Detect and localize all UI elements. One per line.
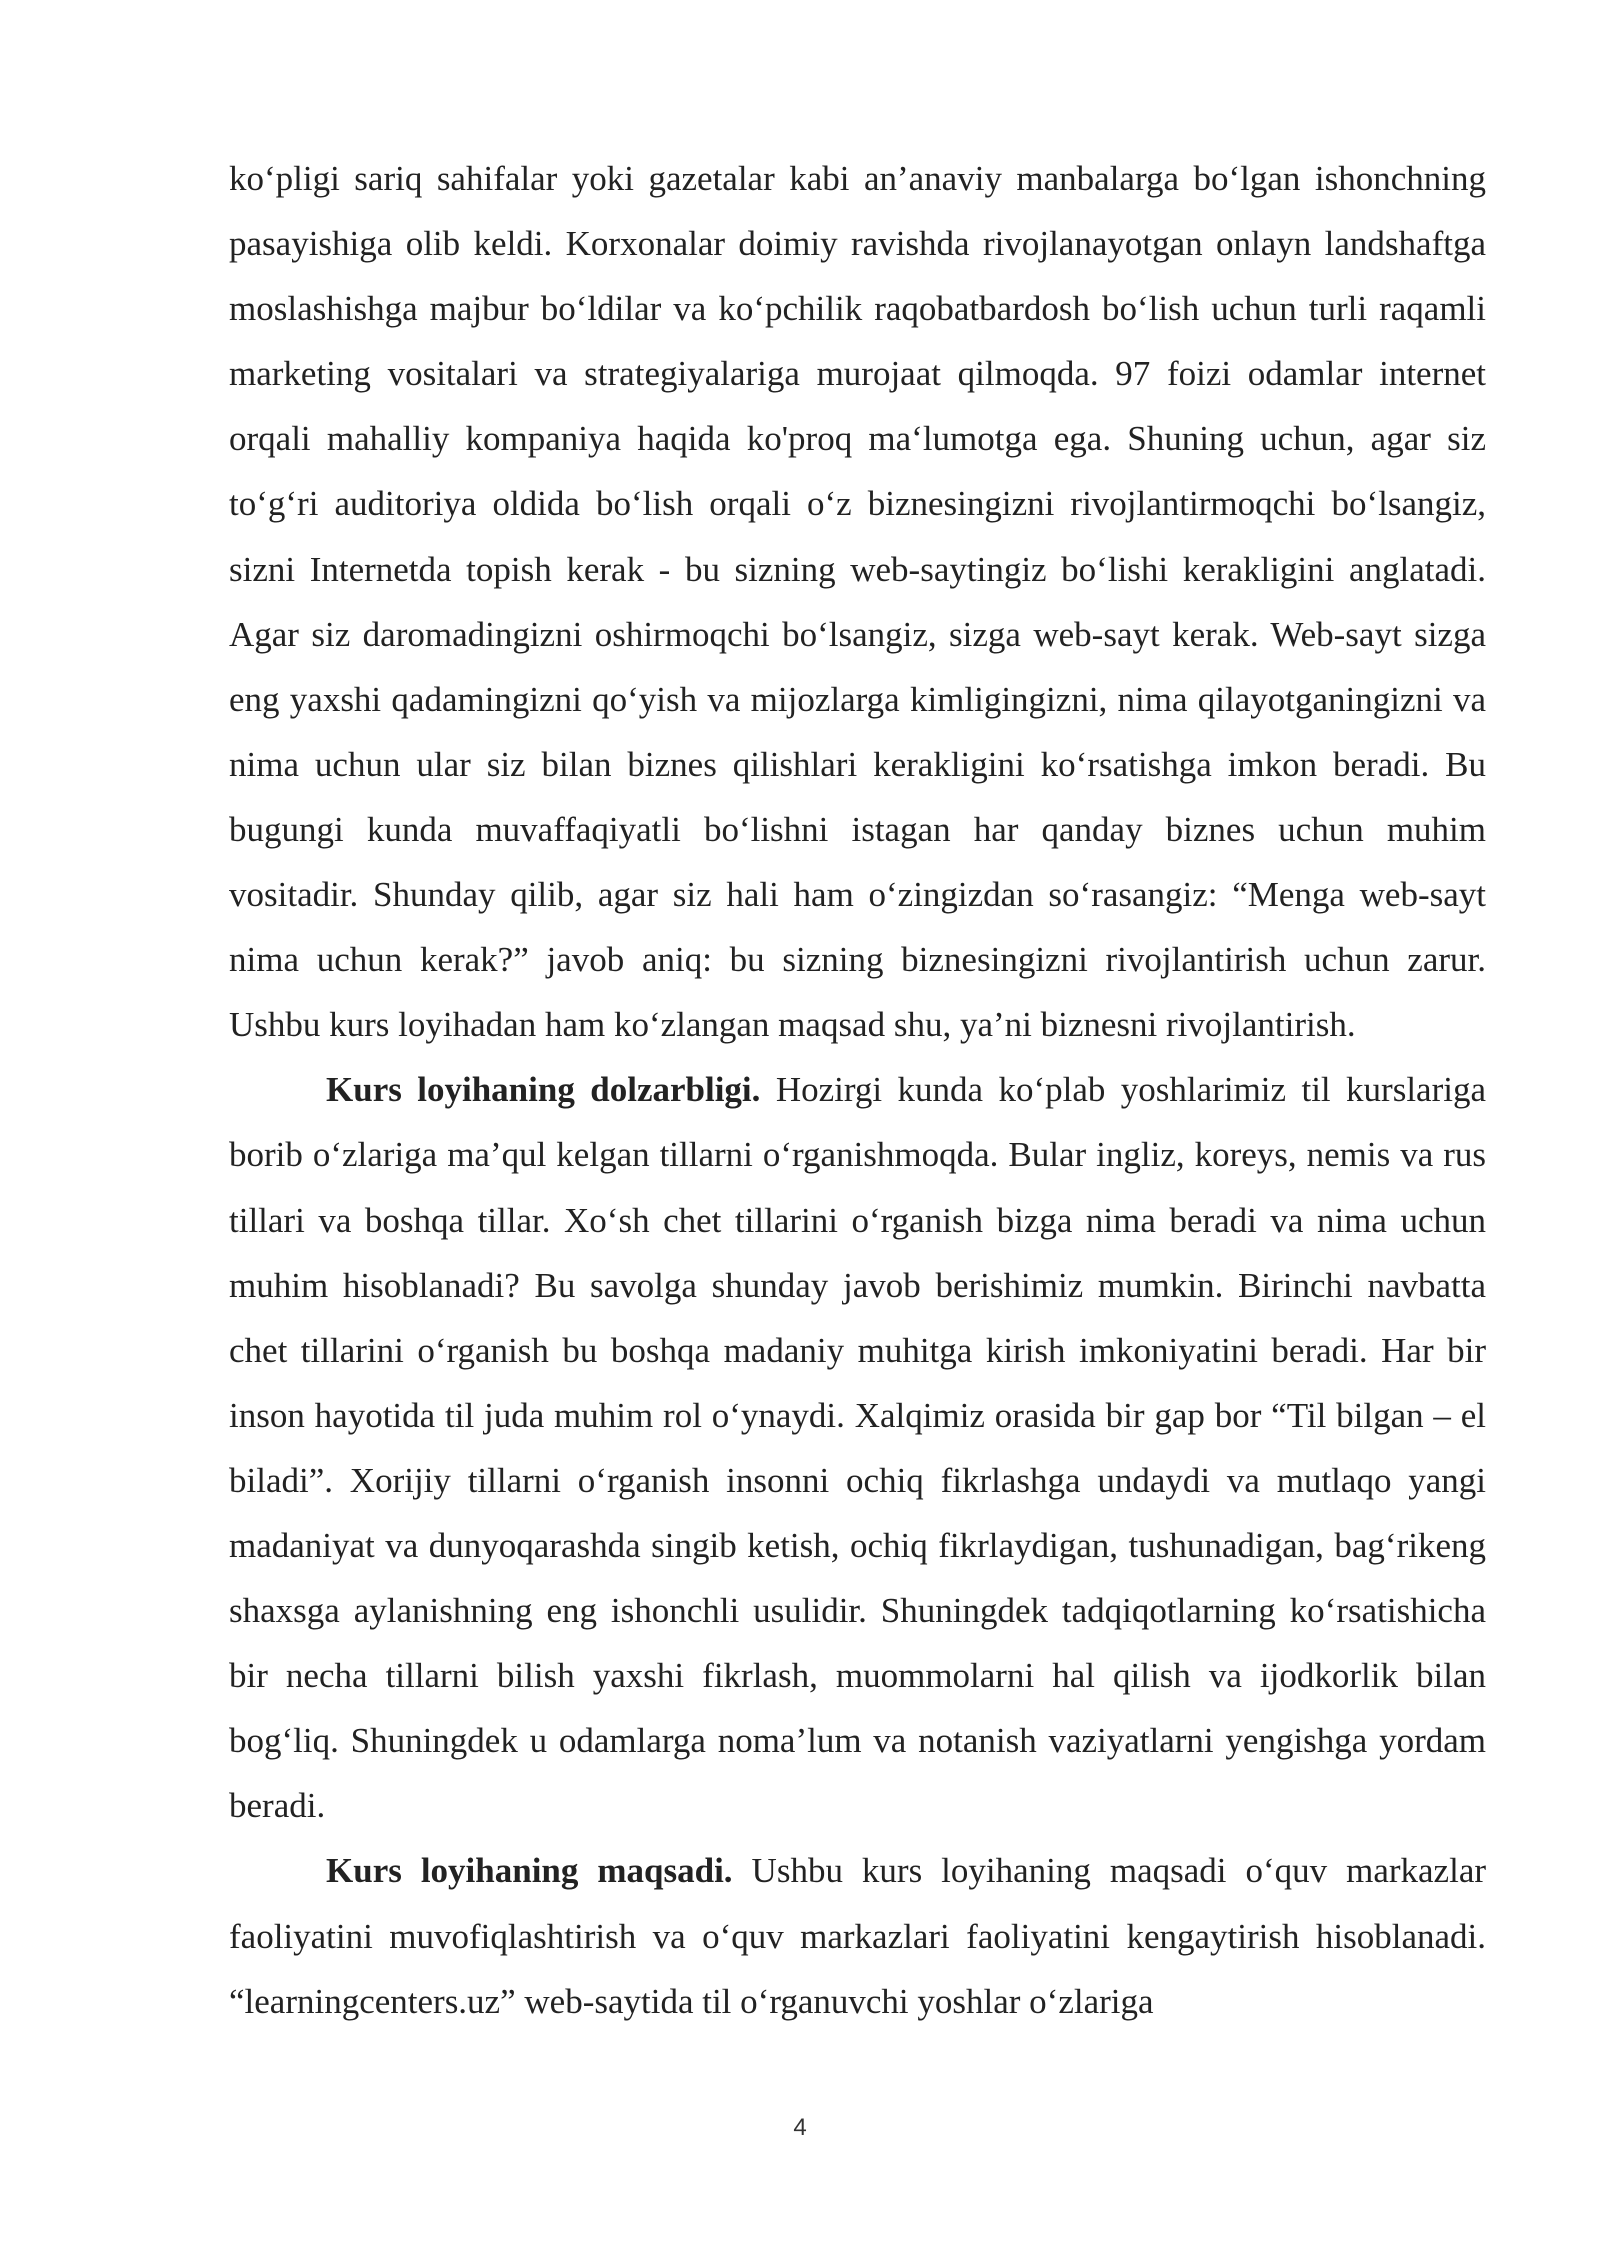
paragraph-text: Ushbu kurs loyihaning maqsadi o‘quv markazlar faoliyatini muvofiqlashtirish va o‘quv markazlari faoliyatini kengaytirish hisoblanadi. “learningcenters.uz” web-saytida til o‘rganuvchi yoshlar o‘zlariga <box>229 1851 1487 2021</box>
paragraph-relevance <box>229 1057 1486 1838</box>
paragraph-continuation <box>229 146 1486 1057</box>
page-number: 4 <box>793 2114 807 2141</box>
paragraph-text: Hozirgi kunda ko‘plab yoshlarimiz til kurslariga borib o‘zlariga ma’qul kelgan tillarni o‘rganishmoqda. Bular ingliz, koreys, nemis va rus tillari va boshqa tillar. Xo‘sh chet tillarini o‘rganish bizga nima beradi va nima uchun muhim hisoblanadi? Bu savolga shunday javob berishimiz mumkin. Birinchi navbatta chet tillarini o‘rganish bu boshqa madaniy muhitga kirish imkoniyatini beradi. Har bir inson hayotida til juda muhim rol o‘ynaydi. Xalqimiz orasida bir gap bor “Til bilgan – el biladi”. Xorijiy tillarni o‘rganish insonni ochiq fikrlashga undaydi va mutlaqo yangi madaniyat va dunyoqarashda singib ketish, ochiq fikrlaydigan, tushunadigan, bag‘rikeng shaxsga aylanishning eng ishonchli usulidir. Shuningdek tadqiqotlarning ko‘rsatishicha bir necha tillarni bilish yaxshi fikrlash, muommolarni hal qilish va ijodkorlik bilan bog‘liq. Shuningdek u odamlarga noma’lum va notanish vaziyatlarni yengishga yordam beradi. <box>229 1070 1487 1826</box>
section-heading-relevance: Kurs loyihaning dolzarbligi. <box>326 1070 761 1110</box>
body-text <box>229 146 1486 2034</box>
paragraph-goal <box>229 1838 1486 2033</box>
section-heading-goal: Kurs loyihaning maqsadi. <box>326 1851 733 1891</box>
paragraph-text: ko‘pligi sariq sahifalar yoki gazetalar kabi an’anaviy manbalarga bo‘lgan ishonchning pasayishiga olib keldi. Korxonalar doimiy ravishda rivojlanayotgan onlayn landshaftga moslashishga majbur bo‘ldilar va ko‘pchilik raqobatbardosh bo‘lish uchun turli raqamli marketing vositalari va strategiyalariga murojaat qilmoqda. 97 foizi odamlar internet orqali mahalliy kompaniya haqida ko'proq ma‘lumotga ega. Shuning uchun, agar siz to‘g‘ri auditoriya oldida bo‘lish orqali o‘z biznesingizni rivojlantirmoqchi bo‘lsangiz, sizni Internetda topish kerak - bu sizning web-saytingiz bo‘lishi kerakligini anglatadi. Agar siz daromadingizni oshirmoqchi bo‘lsangiz, sizga web-sayt kerak. Web-sayt sizga eng yaxshi qadamingizni qo‘yish va mijozlarga kimligingizni, nima qilayotganingizni va nima uchun ular siz bilan biznes qilishlari kerakligini ko‘rsatishga imkon beradi. Bu bugungi kunda muvaffaqiyatli bo‘lishni istagan har qanday biznes uchun muhim vositadir. Shunday qilib, agar siz hali ham o‘zingizdan so‘rasangiz: “Menga web-sayt nima uchun kerak?” javob aniq: bu sizning biznesingizni rivojlantirish uchun zarur. Ushbu kurs loyihadan ham ko‘zlangan maqsad shu, ya’ni biznesni rivojlantirish. <box>229 159 1486 1045</box>
